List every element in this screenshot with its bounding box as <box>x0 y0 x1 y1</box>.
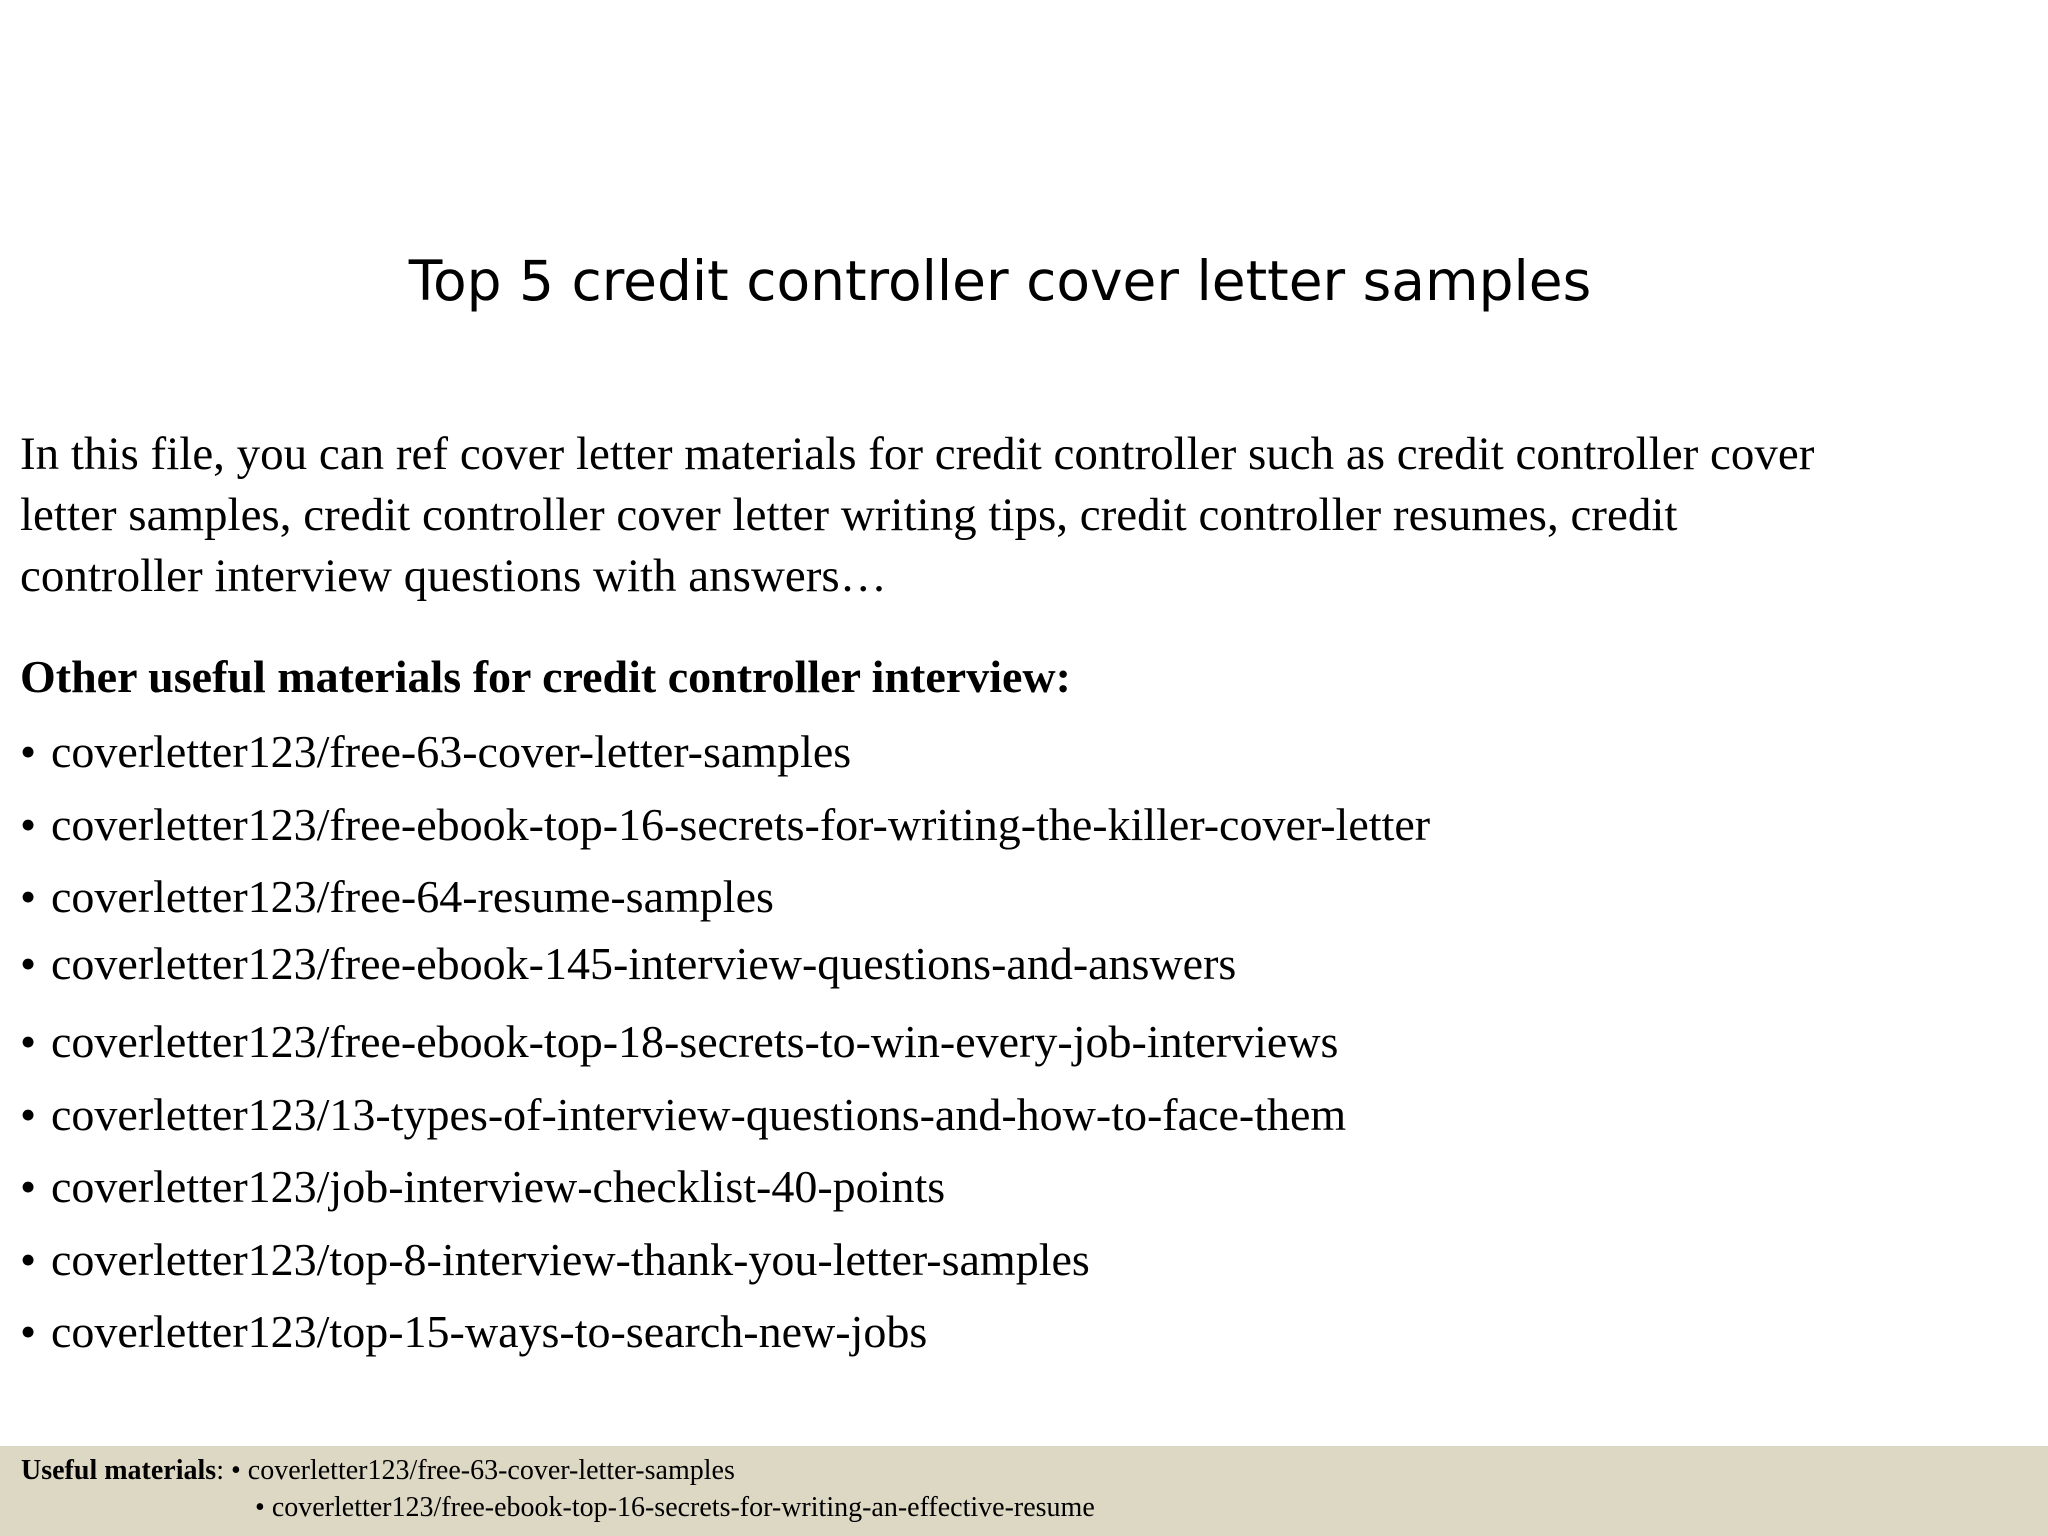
intro-line: In this file, you can ref cover letter materials for credit controller such as credit controller cover <box>20 428 1815 480</box>
list-item <box>20 1224 1430 1297</box>
bullet-icon: • <box>20 726 37 777</box>
list-item <box>20 861 1430 934</box>
bullet-icon: • <box>255 1492 265 1523</box>
footer-row <box>21 1452 735 1489</box>
material-link[interactable]: coverletter123/free-ebook-145-interview-questions-and-answers <box>51 937 1237 989</box>
section-heading: Other useful materials for credit controller interview: <box>20 651 1071 702</box>
bullet-icon: • <box>20 1306 37 1357</box>
bullet-icon: • <box>20 1161 37 1212</box>
list-item <box>20 1296 1430 1369</box>
bullet-icon: • <box>20 798 37 850</box>
footer-label: Useful materials <box>21 1455 217 1486</box>
list-item <box>20 789 1430 862</box>
material-link[interactable]: coverletter123/free-ebook-top-16-secrets-for-writing-the-killer-cover-letter <box>51 798 1431 850</box>
list-item <box>20 1079 1430 1152</box>
footer-bar <box>0 1446 2048 1536</box>
bullet-icon: • <box>20 871 37 922</box>
material-link[interactable]: coverletter123/job-interview-checklist-40-points <box>51 1161 946 1212</box>
intro-paragraph <box>20 424 2020 607</box>
list-item <box>20 1006 1430 1079</box>
bullet-icon: • <box>230 1455 241 1486</box>
footer-link[interactable]: coverletter123/free-ebook-top-16-secrets-for-writing-an-effective-resume <box>271 1492 1095 1523</box>
material-link[interactable]: coverletter123/13-types-of-interview-questions-and-how-to-face-them <box>51 1088 1347 1140</box>
bullet-icon: • <box>20 1233 37 1285</box>
list-item <box>20 716 1430 789</box>
material-link[interactable]: coverletter123/top-8-interview-thank-you-letter-samples <box>51 1233 1090 1285</box>
material-link[interactable]: coverletter123/free-64-resume-samples <box>51 871 774 922</box>
footer-row <box>255 1489 1095 1526</box>
footer-link[interactable]: coverletter123/free-63-cover-letter-samples <box>247 1455 735 1486</box>
materials-list <box>20 716 1430 1369</box>
page-title: Top 5 credit controller cover letter samples <box>408 249 1592 313</box>
footer-separator: : <box>216 1455 224 1486</box>
bullet-icon: • <box>20 1088 37 1140</box>
bullet-icon: • <box>20 1016 37 1067</box>
list-item <box>20 928 1430 1001</box>
material-link[interactable]: coverletter123/free-ebook-top-18-secrets-to-win-every-job-interviews <box>51 1016 1339 1067</box>
intro-line: controller interview questions with answers… <box>20 550 887 602</box>
material-link[interactable]: coverletter123/top-15-ways-to-search-new-jobs <box>51 1306 928 1357</box>
intro-line: letter samples, credit controller cover letter writing tips, credit controller resumes, credit <box>20 489 1678 541</box>
list-item <box>20 1151 1430 1224</box>
material-link[interactable]: coverletter123/free-63-cover-letter-samples <box>51 726 852 777</box>
bullet-icon: • <box>20 937 37 989</box>
